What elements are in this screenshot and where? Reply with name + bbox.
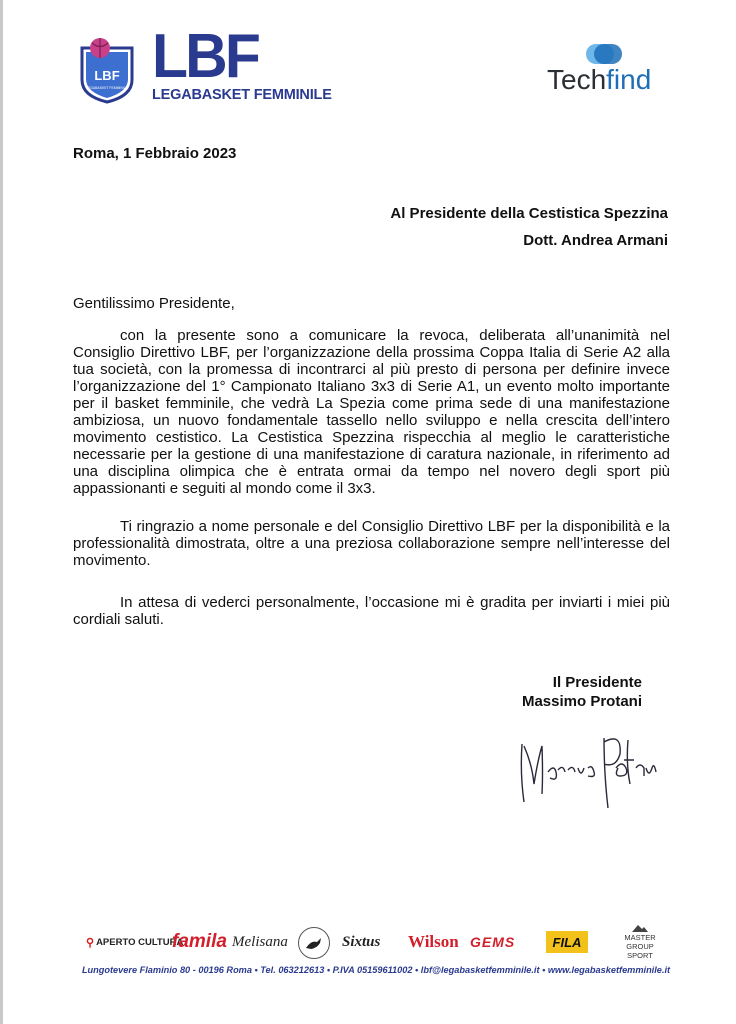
techfind-logo-text <box>547 66 651 94</box>
sponsor-logos-strip <box>80 924 670 960</box>
sponsor-master-group-logo <box>610 924 670 960</box>
sponsor-aperto-cultura-logo <box>86 924 183 960</box>
sponsor-aperto-text: APERTO CULTURA <box>96 936 184 948</box>
techfind-logo-mark <box>584 43 624 65</box>
sponsor-circle-emblem-logo <box>298 927 330 959</box>
paragraph-2: Ti ringrazio a nome personale e del Consiglio Direttivo LBF per la disponibilità e la professionalità dimostrata, oltre a una preziosa collaborazione sempre nell’interesse del movimento. <box>73 518 670 569</box>
sponsor-wilson-logo: Wilson <box>408 932 459 951</box>
page-edge <box>0 0 3 1024</box>
mountain-icon <box>632 924 648 932</box>
letter-date: Roma, 1 Febbraio 2023 <box>73 145 237 162</box>
sponsor-famila-logo: famila <box>172 931 227 952</box>
greeting: Gentilissimo Presidente, <box>73 295 235 312</box>
lbf-badge-logo <box>76 34 138 104</box>
handwritten-signature <box>512 724 662 812</box>
location-pin-icon: ⚲ <box>86 936 95 949</box>
signatory-title: Il Presidente <box>552 674 642 691</box>
paragraph-3: In attesa di vederci personalmente, l’occasione mi è gradita per inviarti i miei più cordiali saluti. <box>73 594 670 628</box>
paragraph-1: con la presente sono a comunicare la revoca, deliberata all’unanimità nel Consiglio Direttivo LBF, per l’organizzazione della prossima Coppa Italia di Serie A2 alla tua società, con la promessa di incontrarci al più presto di persona per definire invece l’organizzazione del 1° Campionato Italiano 3x3 di Serie A1, un evento molto importante per il basket femminile, che vedrà La Spezia come prima sede di una manifestazione ambiziosa, un nuovo fondamentale tassello nello sviluppo e nella crescita dell’intero movimento cestistico. La Cestistica Spezzina rispecchia al meglio le caratteristiche necessarie per la gestione di una manifestazione di caratura nazionale, in riferimento ad una disciplina olimpica che è entrata ormai da tempo nel novero degli sport più appassionanti e seguiti al mondo come il 3x3. <box>73 327 670 497</box>
sponsor-melisana-logo: Melisana <box>232 933 288 950</box>
lbf-logo-text: LBF <box>152 22 258 91</box>
footer-address-line: Lungotevere Flaminio 80 - 00196 Roma • Tel. 063212613 • P.IVA 05159611002 • lbf@legabasketfemminile.it • www.legabasketfemminile.it <box>81 965 671 975</box>
sponsor-fila-logo: FILA <box>546 931 588 953</box>
sponsor-master-line-2: SPORT <box>627 951 653 960</box>
sponsor-sixtus-logo: Sixtus <box>342 933 381 950</box>
recipient-line-1: Al Presidente della Cestistica Spezzina <box>390 205 668 222</box>
techfind-find: find <box>606 64 652 95</box>
sponsor-gems-logo: GEMS <box>470 934 516 950</box>
sponsor-master-line-1: MASTER GROUP <box>624 933 656 951</box>
deer-emblem-icon <box>303 934 325 952</box>
signatory-name: Massimo Protani <box>521 693 642 710</box>
lbf-badge-sub: LEGABASKET FEMMINILE <box>86 86 128 90</box>
techfind-tech: Tech <box>547 64 607 95</box>
lbf-subtitle: LEGABASKET FEMMINILE <box>152 87 332 103</box>
recipient-line-2: Dott. Andrea Armani <box>523 232 668 249</box>
lbf-badge-text: LBF <box>94 68 120 83</box>
